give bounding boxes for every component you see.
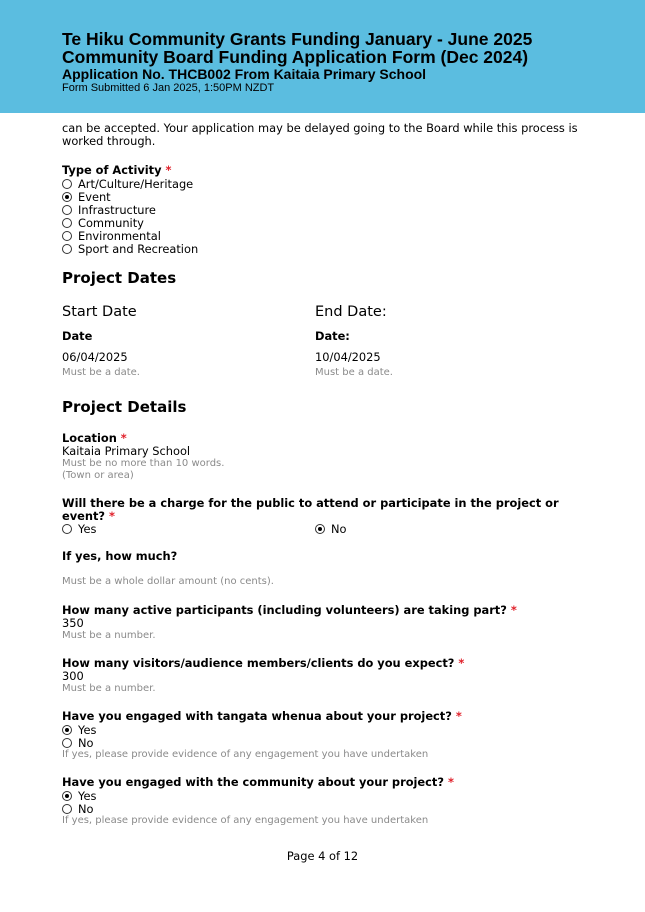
submitted-date: Form Submitted 6 Jan 2025, 1:50PM NZDT [62,82,275,94]
start-date-title: Start Date [62,304,137,320]
tangata-yes-radio[interactable]: Yes [62,723,96,736]
application-number: Application No. THCB002 From Kaitaia Primary School [62,66,427,82]
radio-unselected-icon [62,231,72,241]
activity-option-sport[interactable]: Sport and Recreation [62,242,198,255]
community-no-radio[interactable]: No [62,802,94,815]
end-date-label: Date: [315,329,350,343]
intro-text-line1: can be accepted. Your application may be delayed going to the Board while this process is [62,121,578,135]
participants-label: How many active participants (including volunteers) are taking part? * [62,603,517,617]
activity-option-environmental[interactable]: Environmental [62,229,198,242]
page-number: Page 4 of 12 [286,849,359,863]
activity-option-art[interactable]: Art/Culture/Heritage [62,177,198,190]
charge-yes-radio[interactable]: Yes [62,522,96,535]
intro-text-line2: worked through. [62,134,156,148]
charge-label: Will there be a charge for the public to attend or participate in the project or [62,496,559,510]
community-hint: If yes, please provide evidence of any engagement you have undertaken [62,815,429,826]
activity-option-infrastructure[interactable]: Infrastructure [62,203,198,216]
radio-selected-icon [62,791,72,801]
visitors-label: How many visitors/audience members/clients do you expect? * [62,656,465,670]
start-date-value[interactable]: 06/04/2025 [62,350,128,364]
start-date-hint: Must be a date. [62,367,140,378]
radio-unselected-icon [62,524,72,534]
charge-label-cont: event? * [62,509,115,523]
location-value[interactable]: Kaitaia Primary School [62,444,191,458]
participants-value[interactable]: 350 [62,616,84,630]
radio-unselected-icon [62,218,72,228]
end-date-value[interactable]: 10/04/2025 [315,350,381,364]
project-details-heading: Project Details [62,398,187,416]
end-date-title: End Date: [315,304,387,320]
radio-selected-icon [62,192,72,202]
end-date-hint: Must be a date. [315,367,393,378]
how-much-hint: Must be a whole dollar amount (no cents). [62,576,274,587]
start-date-label: Date [62,329,93,343]
radio-unselected-icon [62,179,72,189]
activity-label: Type of Activity * [62,163,172,177]
location-hint: Must be no more than 10 words. [62,458,225,469]
radio-unselected-icon [62,804,72,814]
form-title: Te Hiku Community Grants Funding January - June 2025 [62,29,533,49]
tangata-no-radio[interactable]: No [62,736,94,749]
form-subtitle: Community Board Funding Application Form (Dec 2024) [62,47,529,67]
project-dates-heading: Project Dates [62,269,177,287]
visitors-value[interactable]: 300 [62,669,84,683]
participants-hint: Must be a number. [62,630,156,641]
charge-no-radio[interactable]: No [315,522,347,535]
tangata-hint: If yes, please provide evidence of any engagement you have undertaken [62,749,429,760]
community-engagement-label: Have you engaged with the community about your project? * [62,775,454,789]
header-banner [0,0,645,113]
location-hint-area: (Town or area) [62,470,134,481]
visitors-hint: Must be a number. [62,683,156,694]
location-label: Location * [62,431,127,445]
activity-option-event[interactable]: Event [62,190,198,203]
activity-option-community[interactable]: Community [62,216,198,229]
activity-radio-group [62,177,198,255]
radio-unselected-icon [62,205,72,215]
radio-selected-icon [315,524,325,534]
radio-unselected-icon [62,244,72,254]
tangata-whenua-label: Have you engaged with tangata whenua about your project? * [62,709,462,723]
how-much-label: If yes, how much? [62,549,178,563]
radio-selected-icon [62,725,72,735]
community-yes-radio[interactable]: Yes [62,789,96,802]
radio-unselected-icon [62,738,72,748]
